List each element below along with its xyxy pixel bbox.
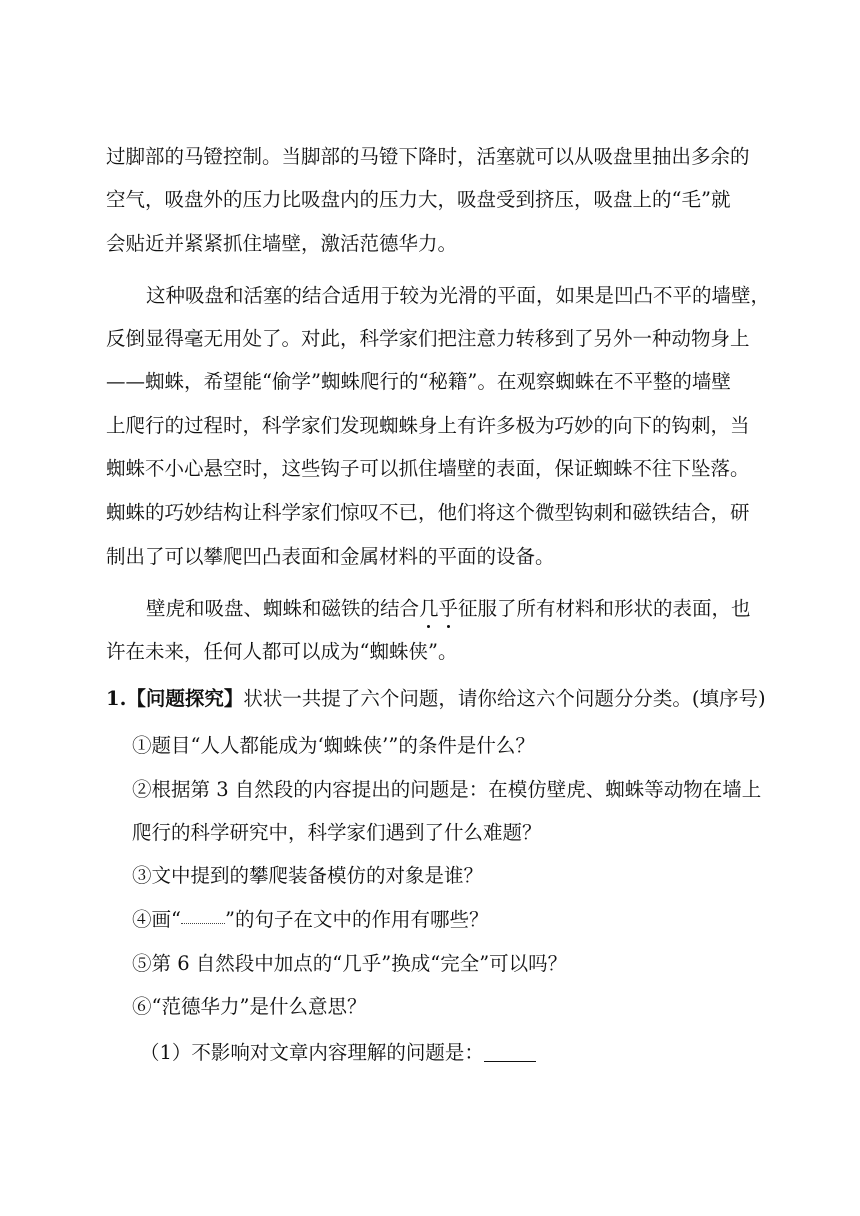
passage-text: 征服了所有材料和形状的表面，也	[458, 597, 751, 620]
question-item	[132, 908, 488, 932]
question-item: 爬行的科学研究中，科学家们遇到了什么难题？	[132, 821, 542, 844]
passage-line: 反倒显得毫无用处了。对此，科学家们把注意力转移到了另外一种动物身上	[106, 327, 750, 350]
passage-line: 蜘蛛不小心悬空时，这些钩子可以抓住墙壁的表面，保证蜘蛛不往下坠落。	[106, 457, 750, 480]
question-text: ”的句子在文中的作用有哪些？	[224, 908, 489, 931]
sub-question-text: （1）不影响对文章内容理解的问题是：	[140, 1041, 484, 1064]
passage-line: ——蜘蛛，希望能“偷学”蜘蛛爬行的“秘籍”。在观察蜘蛛在不平整的墙壁	[106, 370, 731, 393]
passage-line: 会贴近并紧紧抓住墙壁，激活范德华力。	[106, 232, 458, 255]
question-item: ①题目“人人都能成为‘蜘蛛侠’”的条件是什么？	[132, 734, 535, 757]
question-number: 1.	[106, 687, 127, 710]
passage-line: 上爬行的过程时，科学家们发现蜘蛛身上有许多极为巧妙的向下的钩刺，当	[106, 414, 750, 437]
passage-line: 空气，吸盘外的压力比吸盘内的压力大，吸盘受到挤压，吸盘上的“毛”就	[106, 188, 731, 211]
emphasis-dot-char: 几	[419, 597, 439, 620]
passage-line: 过脚部的马镫控制。当脚部的马镫下降时，活塞就可以从吸盘里抽出多余的	[106, 145, 750, 168]
passage-line: 蜘蛛的巧妙结构让科学家们惊叹不已，他们将这个微型钩刺和磁铁结合，研	[106, 501, 750, 524]
passage-text: 壁虎和吸盘、蜘蛛和磁铁的结合	[146, 597, 420, 620]
passage-line: 这种吸盘和活塞的结合适用于较为光滑的平面，如果是凹凸不平的墙壁，	[146, 284, 771, 307]
question-item: ⑥“范德华力”是什么意思？	[132, 995, 367, 1018]
passage-line: 制出了可以攀爬凹凸表面和金属材料的平面的设备。	[106, 545, 555, 568]
sub-question	[140, 1041, 536, 1065]
emphasis-dot-char: 乎	[438, 597, 459, 620]
question-tag: 【问题探究】	[126, 687, 244, 710]
question-prompt: 状状一共提了六个问题，请你给这六个问题分分类。(填序号)	[243, 687, 766, 710]
question-item: ⑤第 6 自然段中加点的“几乎”换成“完全”可以吗？	[132, 952, 568, 975]
question-item: ③文中提到的攀爬装备模仿的对象是谁？	[132, 864, 484, 887]
wavy-underline-mark	[181, 917, 225, 924]
question-heading	[106, 687, 766, 711]
answer-blank[interactable]	[484, 1060, 536, 1062]
question-item: ②根据第 3 自然段的内容提出的问题是：在模仿壁虎、蜘蛛等动物在墙上	[132, 778, 762, 801]
passage-line: 许在未来，任何人都可以成为“蜘蛛侠”。	[106, 640, 458, 663]
passage-line	[146, 597, 751, 621]
question-text: ④画“	[132, 908, 181, 931]
